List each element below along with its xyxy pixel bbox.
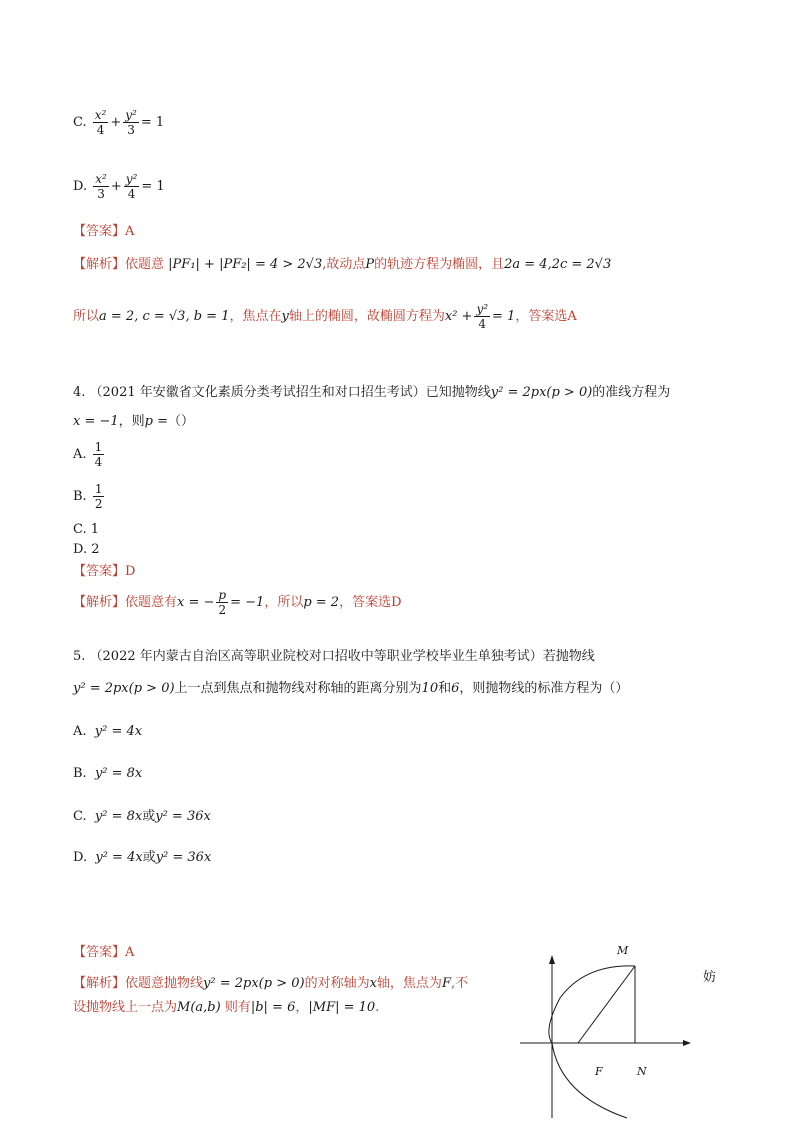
label-f: F xyxy=(595,1065,603,1078)
option-label: B. xyxy=(73,766,87,781)
q4-option-a xyxy=(73,440,106,469)
option-label: B. xyxy=(73,489,87,504)
q4-option-b xyxy=(73,482,106,511)
analysis-tag: 【解析】 xyxy=(73,257,126,272)
fraction: $\frac{\text{y²}}{4}$ xyxy=(476,302,489,331)
fraction: $\frac{\text{y²}}{3}$ xyxy=(125,108,137,137)
q5-option-c: C. y² = 8x或y² = 36x xyxy=(73,809,211,824)
q4-option-c: C. 1 xyxy=(73,522,100,537)
option-label: C. xyxy=(73,115,87,130)
fraction: $\frac{\text{y²}}{4}$ xyxy=(125,172,138,201)
q5-analysis-line2: 设抛物线上一点为M(a,b) 则有|b| = 6，|MF| = 10. xyxy=(73,1000,380,1015)
q3-analysis-line1: 【解析】依题意 |PF₁| + |PF₂| = 4 > 2√3,故动点P的轨迹方程为椭圆，且2a = 4,2c = 2√3 xyxy=(73,257,612,272)
y-axis-arrow xyxy=(549,955,555,964)
fraction: $\frac{p}{2}$ xyxy=(218,588,227,617)
continuation-char: 妨 xyxy=(703,970,717,985)
q5-option-d: D. y² = 4x或y² = 36x xyxy=(73,850,212,865)
q5-answer xyxy=(73,944,134,962)
option-label: C. xyxy=(73,809,87,824)
q4-analysis: 【解析】依题意有x = − $\frac{p}{2}$ = −1，所以p = 2，答案选D xyxy=(73,588,402,617)
q3-option-d: D. $\frac{\text{x²}}{3}$ + $\frac{\text{y²}}{4}$ = 1 xyxy=(73,172,165,201)
answer-tag: 【答案】 xyxy=(73,224,126,239)
fraction: $\frac{1}{4}$ xyxy=(94,440,103,469)
option-label: A. xyxy=(73,447,87,462)
q5-stem-line2: y² = 2px(p > 0)上一点到焦点和抛物线对称轴的距离分别为10和6，则抛物线的标准方程为（） xyxy=(73,681,629,696)
option-label: D. xyxy=(73,179,88,194)
answer-value: D xyxy=(125,564,136,579)
answer-value: A xyxy=(125,224,135,239)
q5-stem-line1: 5. （2022 年内蒙古自治区高等职业院校对口招收中等职业学校毕业生单独考试）若抛物线 xyxy=(73,649,595,664)
x-axis-arrow xyxy=(683,1040,691,1046)
analysis-tag: 【解析】 xyxy=(73,976,126,991)
q5-option-a: A. y² = 4x xyxy=(73,724,143,739)
q4-stem-line1: 4. （2021 年安徽省文化素质分类考试招生和对口招生考试）已知抛物线y² = 2px(p > 0)的准线方程为 xyxy=(73,385,671,400)
parabola-diagram xyxy=(515,940,695,1120)
q4-answer xyxy=(73,563,135,581)
q3-option-c: C. $\frac{\text{x²}}{4}$ + $\frac{\text{y²}}{3}$ = 1 xyxy=(73,108,165,137)
answer-value: A xyxy=(125,945,135,960)
q5-analysis-line1: 【解析】依题意抛物线y² = 2px(p > 0)的对称轴为x轴，焦点为F,不 xyxy=(73,976,469,991)
fraction: $\frac{\text{x²}}{4}$ xyxy=(94,108,107,137)
fraction: $\frac{1}{2}$ xyxy=(94,482,103,511)
q4-option-d: D. 2 xyxy=(73,542,100,557)
q4-stem-line2: x = −1，则p =（） xyxy=(73,414,195,429)
q3-answer xyxy=(73,223,134,241)
q5-option-b: B. y² = 8x xyxy=(73,766,143,781)
label-n: N xyxy=(637,1065,647,1078)
option-label: A. xyxy=(73,724,87,739)
parabola-curve xyxy=(549,966,635,1118)
q3-analysis-line2: 所以a = 2, c = √3, b = 1，焦点在y轴上的椭圆，故椭圆方程为x² + $\frac{\text{y²}}{4}$ = 1，答案选A xyxy=(73,302,577,331)
answer-tag: 【答案】 xyxy=(73,945,126,960)
fraction: $\frac{\text{x²}}{3}$ xyxy=(95,172,107,201)
answer-tag: 【答案】 xyxy=(73,564,126,579)
analysis-tag: 【解析】 xyxy=(73,595,126,610)
segment-mf xyxy=(578,966,635,1043)
label-m: M xyxy=(617,944,629,957)
option-label: D. xyxy=(73,850,88,865)
